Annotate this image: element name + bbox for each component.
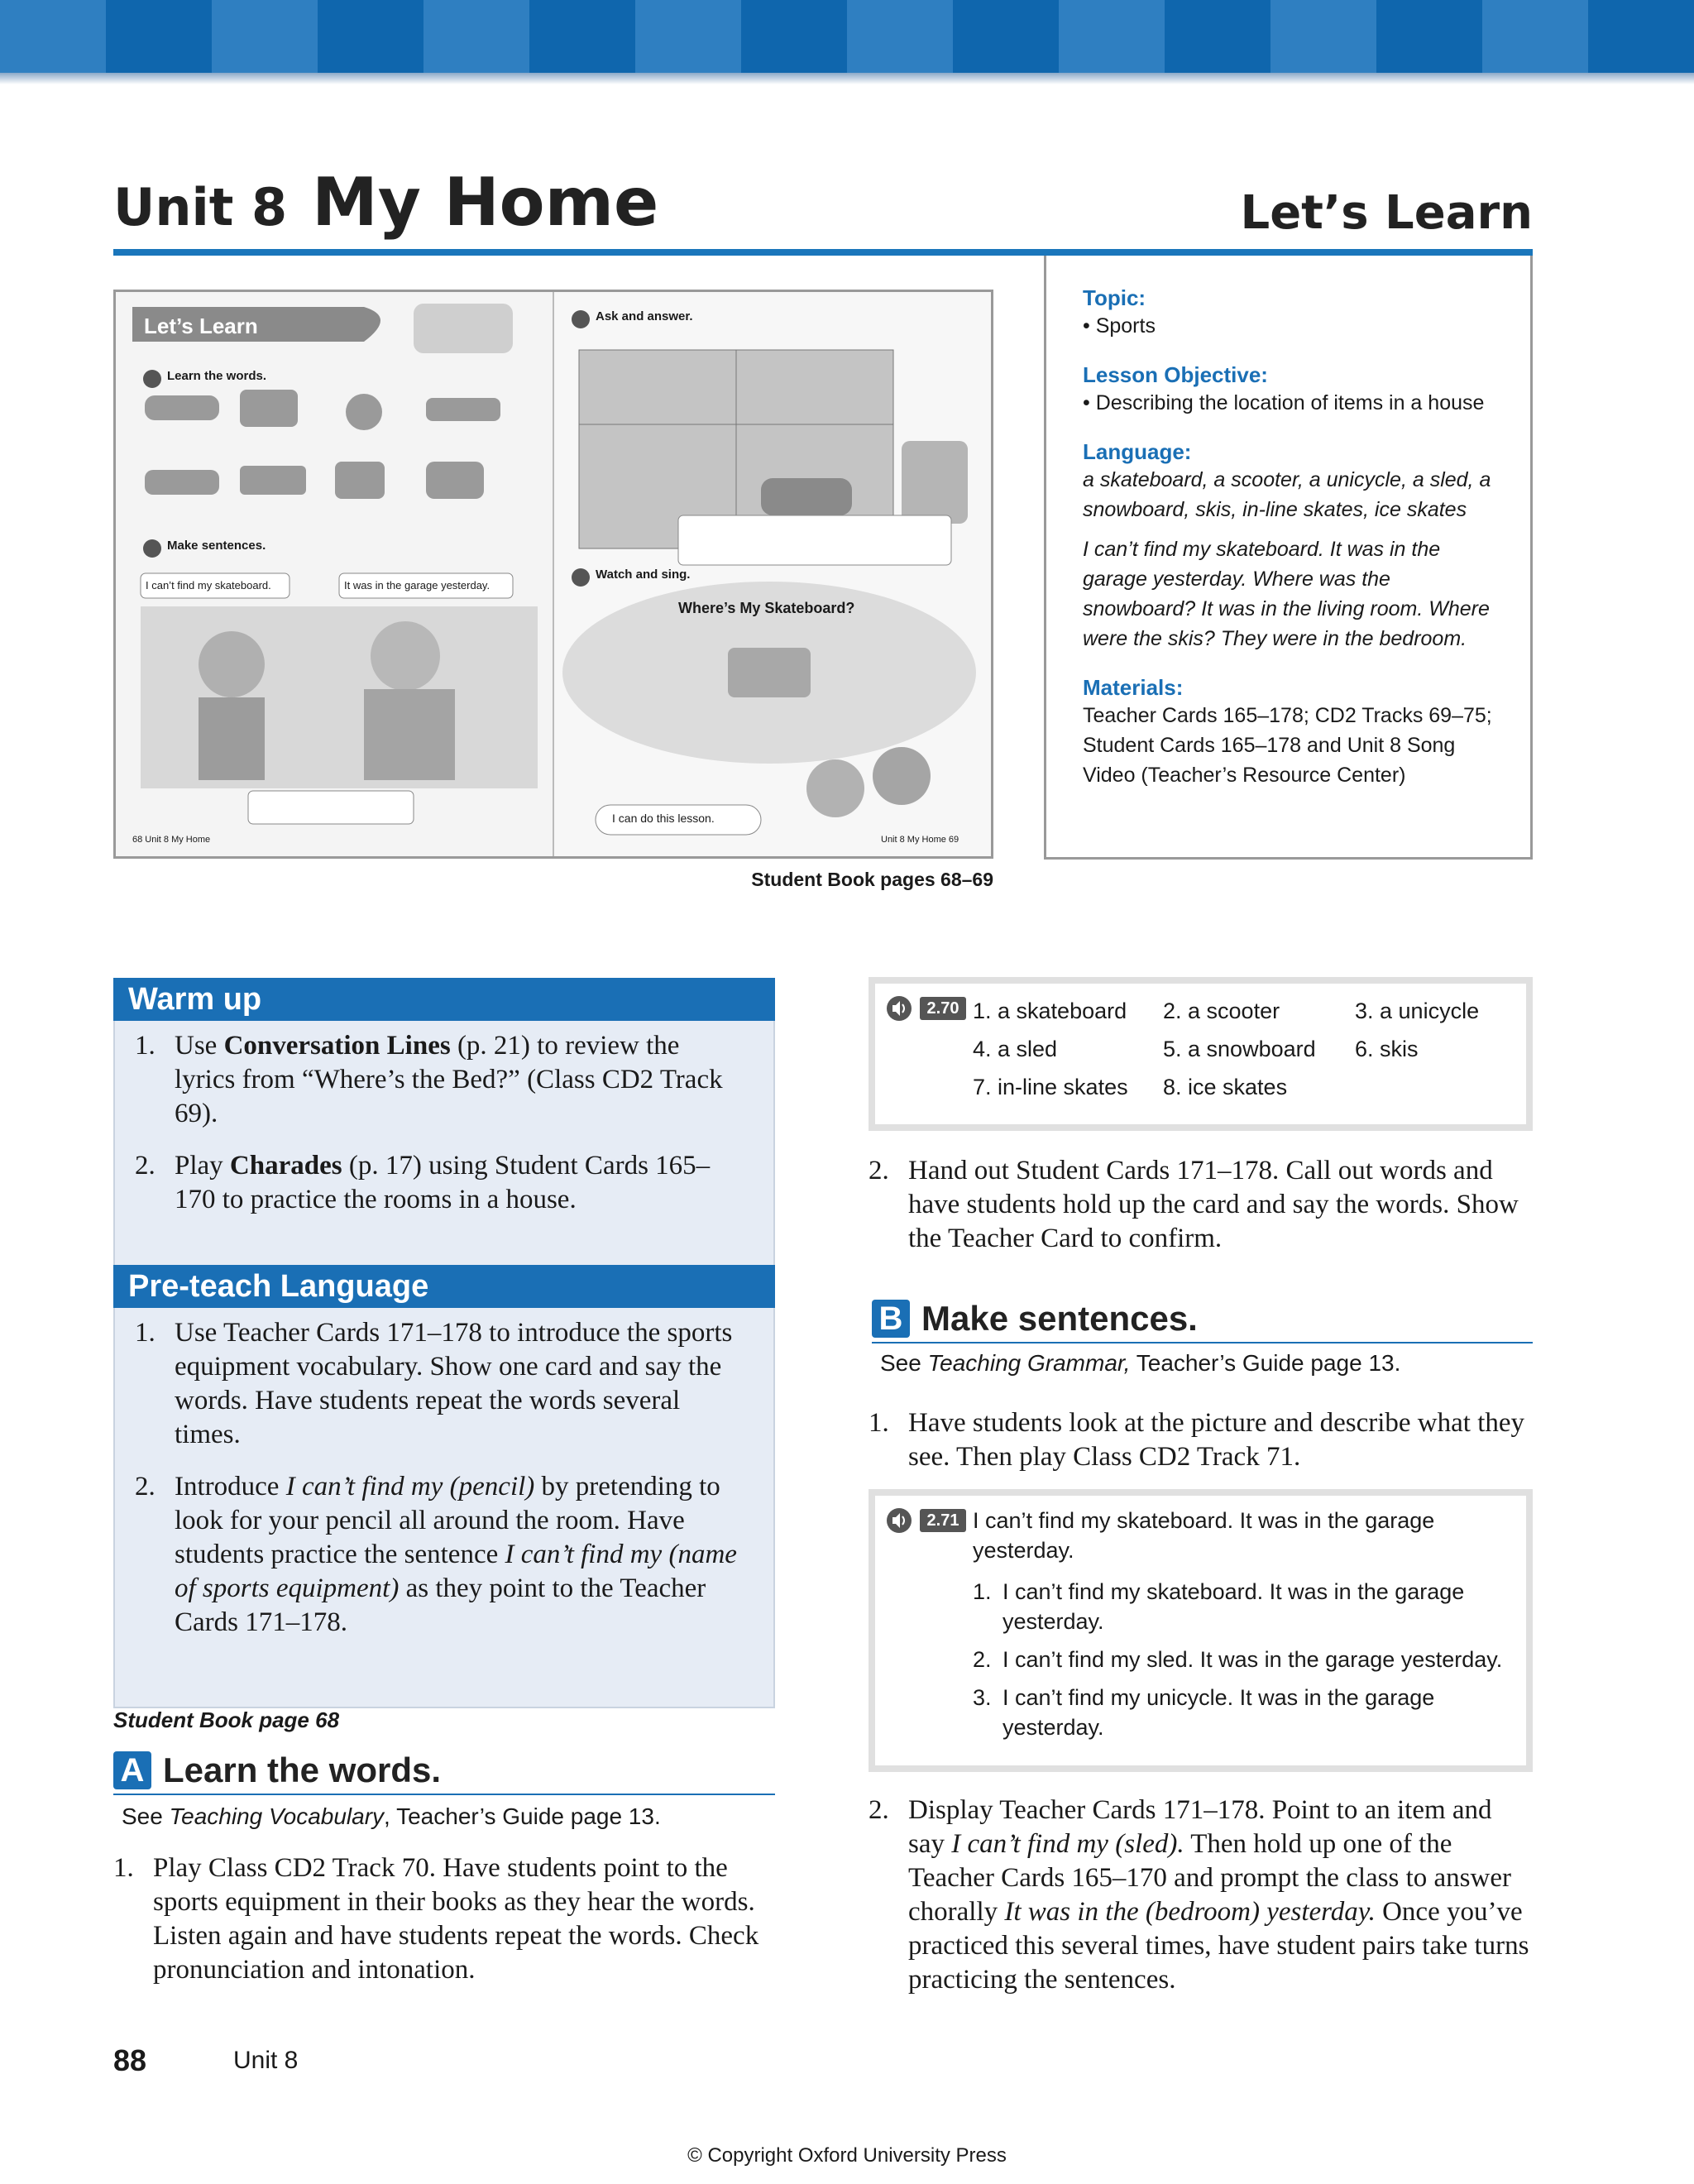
book-caption: Student Book pages 68–69 (751, 869, 993, 890)
activity-a-title: Learn the words. (163, 1751, 442, 1789)
section-title: Let’s Learn (1240, 186, 1533, 240)
book-bubble-2: It was in the garage yesterday. (344, 579, 490, 592)
footer-unit: Unit 8 (233, 2047, 299, 2074)
track-71-box (869, 1489, 1533, 1772)
list-item: 2. Display Teacher Cards 171–178. Point to an item and say I can’t find my (sled). Then hold up one of the Teacher Cards 165–170 and prompt the class to answer chorally It was in the (bedroom) yesterday. Once you’ve practiced this several times, have student pairs take turns practicing the sentences. (869, 1795, 1529, 1995)
top-banner (0, 0, 1694, 81)
topic-heading: Topic: (1083, 285, 1146, 310)
copyright: © Copyright Oxford University Press (687, 2144, 1007, 2167)
activity-a-header (113, 1747, 775, 2005)
list-item: 3. a unicycle (1355, 999, 1480, 1023)
track-70-box (869, 977, 1533, 1131)
list-item: 1. a skateboard (973, 999, 1127, 1023)
unit-title: My Home (312, 164, 659, 241)
book-page-right: Unit 8 My Home 69 (881, 835, 959, 845)
list-item: 7. in-line skates (973, 1075, 1128, 1099)
page-number: 88 (113, 2043, 147, 2077)
book-can-do: I can do this lesson. (612, 812, 715, 825)
page-title (113, 164, 658, 241)
book-b-label: Make sentences. (167, 539, 266, 553)
list-item: 1. Have students look at the picture and describe what they see. Then play Class CD2 Track 71. (869, 1408, 1525, 1472)
list-item: 2. I can’t find my sled. It was in the garage yesterday. (973, 1647, 1503, 1672)
book-d-label: Watch and sing. (596, 568, 691, 582)
language-sentences: I can’t find my skateboard. It was in the garage yesterday. Where was the snowboard? It was in the living room. Where were the skis? They were in the bedroom. (1083, 538, 1490, 650)
activity-b-header (872, 1296, 1533, 1377)
book-page-left: 68 Unit 8 My Home (132, 835, 211, 845)
book-a-label: Learn the words. (167, 369, 267, 383)
topic-text: • Sports (1083, 314, 1156, 338)
banner-shadow (0, 73, 1694, 84)
language-words: a skateboard, a scooter, a unicycle, a sled, a snowboard, skis, in-line skates, ice skates (1083, 468, 1491, 521)
list-item: 2. Introduce I can’t find my (pencil) by pretending to look for your pencil all around the room. Have students practice the sentence I can’t find my (name of sports equipment) as they point to the Teacher Cards 171–178. (135, 1472, 737, 1637)
list-item: 2. Play Charades (p. 17) using Student Cards 165–170 to practice the rooms in a house. (135, 1151, 711, 1214)
objective-heading: Lesson Objective: (1083, 362, 1268, 387)
track-71-lines (973, 1577, 1519, 1751)
list-item: 1. Use Teacher Cards 171–178 to introduce the sports equipment vocabulary. Show one card and say the words. Have students repeat the words several times. (135, 1318, 733, 1449)
list-item: 1. I can’t find my skateboard. It was in the garage yesterday. (973, 1579, 1465, 1634)
track-badge: 2.71 (920, 1509, 966, 1532)
pre-teach-section (113, 1265, 775, 1708)
activity-b-see: See Teaching Grammar, Teacher’s Guide page 13. (880, 1350, 1401, 1376)
student-book-page-ref: Student Book page 68 (113, 1707, 340, 1732)
list-item: 1. Use Conversation Lines (p. 21) to review the lyrics from “Where’s the Bed?” (Class CD2 Track 69). (135, 1031, 723, 1128)
book-bubble-1: I can’t find my skateboard. (146, 579, 271, 592)
activity-a-see: See Teaching Vocabulary, Teacher’s Guide page 13. (122, 1803, 661, 1829)
student-book-thumbnail (113, 290, 993, 859)
book-c-label: Ask and answer. (596, 309, 693, 323)
track-badge: 2.70 (920, 997, 966, 1020)
lesson-info-box (1044, 256, 1533, 860)
audio-icon[interactable] (885, 995, 913, 1022)
materials-text: Teacher Cards 165–178; CD2 Tracks 69–75; Student Cards 165–178 and Unit 8 Song Video (Teacher’s Resource Center) (1083, 704, 1492, 787)
list-item: 2. a scooter (1163, 999, 1280, 1023)
list-item: 3. I can’t find my unicycle. It was in the garage yesterday. (973, 1685, 1435, 1740)
list-item: 5. a snowboard (1163, 1037, 1316, 1061)
header-rule (113, 249, 1533, 256)
objective-text: • Describing the location of items in a house (1083, 391, 1485, 414)
list-item: 6. skis (1355, 1037, 1419, 1061)
track-71-intro: I can’t find my skateboard. It was in the garage yesterday. (973, 1508, 1435, 1563)
warm-up-title: Warm up (113, 978, 775, 1021)
materials-heading: Materials: (1083, 675, 1184, 700)
activity-b-title: Make sentences. (921, 1299, 1198, 1338)
book-banner: Let’s Learn (144, 314, 258, 338)
audio-icon[interactable] (885, 1507, 913, 1534)
list-item: 8. ice skates (1163, 1075, 1288, 1099)
book-song-title: Where’s My Skateboard? (678, 600, 855, 616)
list-item: 1. Play Class CD2 Track 70. Have students point to the sports equipment in their books as they hear the words. Listen again and have students repeat the words. Check pronunciation and intonation. (113, 1853, 759, 1985)
activity-b-letter: B (872, 1300, 910, 1338)
activity-a-letter: A (113, 1751, 151, 1789)
list-item: 4. a sled (973, 1037, 1058, 1061)
pre-teach-title: Pre-teach Language (113, 1265, 775, 1308)
warm-up-section (113, 978, 775, 1287)
language-heading: Language: (1083, 439, 1192, 464)
warm-up-box (113, 1021, 775, 1287)
list-item: 2. Hand out Student Cards 171–178. Call out words and have students hold up the card and say the words. Show the Teacher Card to confirm. (869, 1156, 1519, 1253)
pre-teach-box (113, 1308, 775, 1708)
unit-label: Unit 8 (113, 177, 288, 237)
